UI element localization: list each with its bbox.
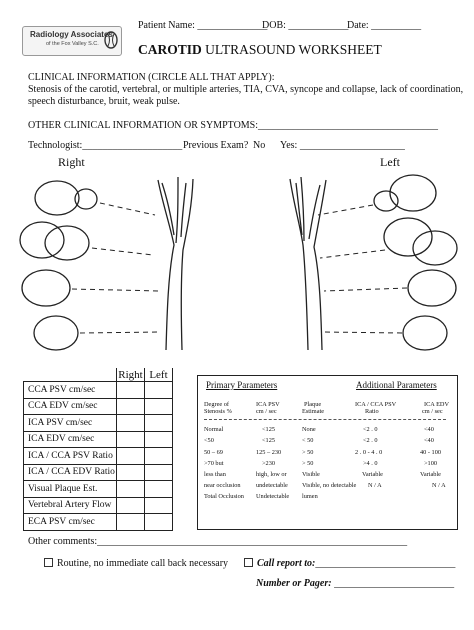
param-cell: <125 (262, 437, 275, 444)
routine-option[interactable] (44, 558, 228, 569)
param-cell: lumen (302, 493, 318, 500)
param-cell: <40 (424, 426, 434, 433)
param-cell: >4 . 0 (363, 460, 378, 467)
measurements-table (23, 368, 173, 531)
other-comments-field[interactable]: Other comments:______________________________________________________________ (28, 536, 408, 547)
logo-text-line1: Radiology Associates (30, 30, 113, 39)
param-cell: 50 – 69 (204, 449, 223, 456)
page-title-bold: CAROTID (138, 42, 202, 57)
right-circle-4 (34, 316, 78, 350)
measurement-right-cell[interactable] (117, 497, 145, 514)
call-report-field[interactable]: ____________________________ (315, 558, 456, 569)
param-header-ratio-1: ICA / CCA PSV (355, 401, 397, 408)
patient-name-field[interactable]: Patient Name: ______________ (138, 20, 268, 31)
number-pager-row (256, 578, 454, 589)
logo-emblem-icon (103, 30, 119, 50)
right-circle-1-small (75, 189, 97, 209)
param-header-plaque-1: Plaque (304, 401, 322, 408)
param-cell: 40 - 100 (420, 449, 441, 456)
number-pager-field[interactable]: ________________________ (334, 578, 455, 589)
param-cell: Variable (420, 471, 441, 478)
param-cell: <2 . 0 (363, 437, 378, 444)
date-field[interactable]: Date: __________ (347, 20, 422, 31)
right-carotid-artery (158, 177, 193, 350)
page-title (138, 42, 382, 58)
table-row (24, 497, 173, 514)
right-circle-3 (22, 270, 70, 306)
other-symptoms-field[interactable]: OTHER CLINICAL INFORMATION OR SYMPTOMS:____________________________________ (28, 120, 439, 131)
right-circle-1 (35, 181, 79, 215)
measurement-left-cell[interactable] (145, 514, 173, 531)
left-circle-1-small (374, 191, 398, 211)
previous-exam-no[interactable]: No (253, 140, 266, 151)
param-cell: 125 – 230 (256, 449, 282, 456)
right-circle-2b (45, 226, 89, 260)
diagram-right-label: Right (58, 155, 85, 169)
measurement-right-cell[interactable] (117, 448, 145, 465)
param-cell: Undetectable (256, 493, 290, 500)
param-cell: N / A (432, 482, 446, 489)
measurement-left-cell[interactable] (145, 431, 173, 448)
param-header-stenosis-2: Stenosis % (204, 408, 232, 415)
measurement-label: ICA EDV cm/sec (24, 431, 117, 448)
param-header-icaedv-2: cm / sec (422, 408, 443, 415)
measurement-left-cell[interactable] (145, 464, 173, 481)
call-report-checkbox[interactable] (244, 558, 253, 567)
routine-label: Routine, no immediate call back necessary (57, 558, 229, 569)
measurement-left-cell[interactable] (145, 497, 173, 514)
measurement-label: ICA PSV cm/sec (24, 415, 117, 432)
table-row (24, 448, 173, 465)
param-header-stenosis-1: Degree of (204, 401, 229, 408)
measurement-left-cell[interactable] (145, 481, 173, 498)
measurement-right-cell[interactable] (117, 481, 145, 498)
table-row (24, 382, 173, 399)
diagram-left-label: Left (380, 155, 400, 169)
table-row (24, 398, 173, 415)
measurement-label: CCA EDV cm/sec (24, 398, 117, 415)
logo-text-line2: of the Fox Valley S.C. (46, 41, 99, 47)
table-row (24, 431, 173, 448)
param-cell: near occlusion (204, 482, 241, 489)
param-cell: <50 (204, 437, 214, 444)
measurement-label: Vertebral Artery Flow (24, 497, 117, 514)
measurement-label: ICA / CCA EDV Ratio (24, 464, 117, 481)
number-pager-label: Number or Pager: (256, 578, 332, 589)
dob-field[interactable]: DOB: ____________ (262, 20, 349, 31)
technologist-field[interactable]: Technologist:____________________ (28, 140, 183, 151)
clinical-heading: CLINICAL INFORMATION (CIRCLE ALL THAT APPLY): (28, 72, 275, 83)
param-cell: Total Occlusion (204, 493, 244, 500)
measurement-right-cell[interactable] (117, 415, 145, 432)
param-cell: Visible (302, 471, 320, 478)
param-cell: > 50 (302, 449, 314, 456)
additional-parameters-title: Additional Parameters (356, 380, 437, 390)
measurement-right-cell[interactable] (117, 514, 145, 531)
param-cell: N / A (368, 482, 382, 489)
measurement-left-cell[interactable] (145, 415, 173, 432)
param-cell: None (302, 426, 316, 433)
param-cell: high, low or (256, 471, 287, 478)
left-circle-3 (408, 270, 456, 306)
parameters-header-divider (204, 419, 446, 420)
table-row (24, 481, 173, 498)
table-row (24, 464, 173, 481)
param-cell: undetectable (256, 482, 288, 489)
param-cell: Visible, no detectable (302, 482, 357, 489)
param-cell: >230 (262, 460, 275, 467)
param-cell: >100 (424, 460, 437, 467)
param-cell: Variable (362, 471, 383, 478)
measurement-label: CCA PSV cm/sec (24, 382, 117, 399)
call-report-option[interactable] (244, 558, 455, 569)
clinical-options-line2[interactable]: speech disturbance, bruit, weak pulse. (28, 96, 180, 107)
measurement-right-cell[interactable] (117, 382, 145, 399)
measurement-label: Visual Plaque Est. (24, 481, 117, 498)
measurement-label: ICA / CCA PSV Ratio (24, 448, 117, 465)
param-header-ratio-2: Ratio (365, 408, 379, 415)
primary-parameters-title: Primary Parameters (206, 380, 278, 390)
page-title-rest: ULTRASOUND WORKSHEET (201, 42, 382, 57)
param-header-icapsv-1: ICA PSV (256, 401, 280, 408)
measurement-left-cell[interactable] (145, 398, 173, 415)
measurements-col-left: Left (145, 368, 173, 382)
left-circle-2b (413, 231, 457, 265)
param-header-icapsv-2: cm / sec (256, 408, 277, 415)
left-circle-2 (384, 218, 432, 256)
carotid-diagram (0, 165, 474, 365)
table-row (24, 514, 173, 531)
param-cell: Normal (204, 426, 224, 433)
param-header-icaedv-1: ICA EDV (424, 401, 450, 408)
left-circle-4 (403, 316, 447, 350)
param-cell: 2 . 0 - 4 . 0 (355, 449, 383, 456)
clinical-options-line1[interactable]: Stenosis of the carotid, vertebral, or multiple arteries, TIA, CVA, syncope and collapse, lack of coordination, (28, 84, 464, 95)
measurement-right-cell[interactable] (117, 464, 145, 481)
table-row (24, 415, 173, 432)
measurement-right-cell[interactable] (117, 398, 145, 415)
param-cell: > 50 (302, 460, 314, 467)
left-carotid-artery (290, 177, 326, 350)
param-header-plaque-2: Estimate (302, 408, 325, 415)
call-report-label: Call report to: (257, 558, 316, 569)
measurement-left-cell[interactable] (145, 448, 173, 465)
measurement-right-cell[interactable] (117, 431, 145, 448)
param-cell: <125 (262, 426, 275, 433)
previous-exam-label: Previous Exam? (183, 140, 249, 151)
routine-checkbox[interactable] (44, 558, 53, 567)
parameters-box (197, 375, 458, 530)
previous-exam-yes-field[interactable]: Yes: _____________________ (280, 140, 405, 151)
measurement-left-cell[interactable] (145, 382, 173, 399)
measurements-corner (24, 368, 117, 382)
param-cell: <40 (424, 437, 434, 444)
param-cell: <2 . 0 (363, 426, 378, 433)
param-cell: less than (204, 471, 226, 478)
param-cell: < 50 (302, 437, 314, 444)
measurements-col-right: Right (118, 368, 143, 381)
measurement-label: ECA PSV cm/sec (24, 514, 117, 531)
param-cell: >70 but (204, 460, 224, 467)
